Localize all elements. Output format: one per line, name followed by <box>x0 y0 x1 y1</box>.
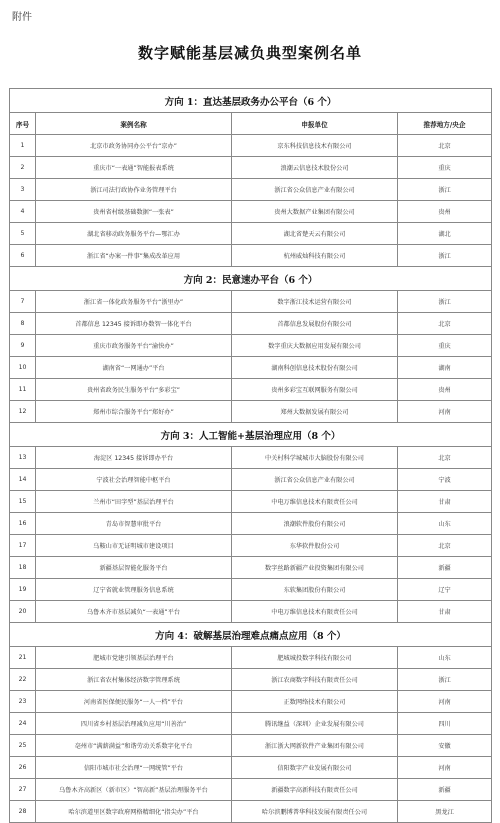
table-row <box>10 379 492 401</box>
row-number: 19 <box>10 579 36 601</box>
column-header-row <box>10 113 492 135</box>
row-case-name: 辽宁省就业管理服务信息系统 <box>36 579 232 601</box>
table-row <box>10 713 492 735</box>
row-recommender: 甘肃 <box>398 491 492 513</box>
row-case-name: 亳州市“满薪满益”和谐劳动关系数字化平台 <box>36 735 232 757</box>
table-row <box>10 801 492 823</box>
row-number: 20 <box>10 601 36 623</box>
row-recommender: 重庆 <box>398 335 492 357</box>
row-recommender: 河南 <box>398 401 492 423</box>
row-case-name: 青岛市智慧审批平台 <box>36 513 232 535</box>
row-recommender: 甘肃 <box>398 601 492 623</box>
row-applicant: 浙江省公众信息产业有限公司 <box>232 469 398 491</box>
table-row <box>10 757 492 779</box>
row-recommender: 贵州 <box>398 201 492 223</box>
row-case-name: 信阳市城市社会治理“一网统管”平台 <box>36 757 232 779</box>
row-applicant: 中电万维信息技术有限责任公司 <box>232 601 398 623</box>
row-applicant: 新疆数字高新科技有限责任公司 <box>232 779 398 801</box>
table-row <box>10 535 492 557</box>
row-case-name: 湖南省“一网通办”平台 <box>36 357 232 379</box>
section-title: 方向 3：人工智能+基层治理应用（8 个） <box>10 423 492 447</box>
row-number: 16 <box>10 513 36 535</box>
row-applicant: 杭州威灿科技有限公司 <box>232 245 398 267</box>
row-applicant: 信阳数字产业发展有限公司 <box>232 757 398 779</box>
table-row <box>10 291 492 313</box>
table-row <box>10 135 492 157</box>
row-number: 24 <box>10 713 36 735</box>
row-case-name: 湖北省移动政务服务平台—鄂汇办 <box>36 223 232 245</box>
row-number: 5 <box>10 223 36 245</box>
row-recommender: 湖北 <box>398 223 492 245</box>
row-number: 25 <box>10 735 36 757</box>
row-recommender: 北京 <box>398 313 492 335</box>
row-recommender: 浙江 <box>398 245 492 267</box>
row-number: 14 <box>10 469 36 491</box>
row-number: 3 <box>10 179 36 201</box>
row-applicant: 腾讯继益（深圳）企业发展有限公司 <box>232 713 398 735</box>
section-header-row <box>10 267 492 291</box>
row-case-name: 郑州市综合服务平台“郑好办” <box>36 401 232 423</box>
row-recommender: 湖南 <box>398 357 492 379</box>
row-applicant: 东软集团股份有限公司 <box>232 579 398 601</box>
row-number: 1 <box>10 135 36 157</box>
row-number: 10 <box>10 357 36 379</box>
table-row <box>10 647 492 669</box>
case-list-table <box>9 88 492 823</box>
row-number: 17 <box>10 535 36 557</box>
header-no: 序号 <box>10 113 36 135</box>
row-recommender: 北京 <box>398 135 492 157</box>
row-case-name: 海淀区 12345 接诉即办平台 <box>36 447 232 469</box>
table-row <box>10 313 492 335</box>
row-recommender: 山东 <box>398 647 492 669</box>
table-row <box>10 223 492 245</box>
row-case-name: 贵州省村级基础数据“一张表” <box>36 201 232 223</box>
row-number: 4 <box>10 201 36 223</box>
row-number: 28 <box>10 801 36 823</box>
row-applicant: 浙江省公众信息产业有限公司 <box>232 179 398 201</box>
row-case-name: 贵州省政务民生服务平台“多彩宝” <box>36 379 232 401</box>
table-row <box>10 357 492 379</box>
row-number: 11 <box>10 379 36 401</box>
row-applicant: 郑州大数据发展有限公司 <box>232 401 398 423</box>
row-number: 12 <box>10 401 36 423</box>
table-row <box>10 735 492 757</box>
header-applicant: 申报单位 <box>232 113 398 135</box>
row-recommender: 四川 <box>398 713 492 735</box>
table-body <box>10 89 492 823</box>
row-applicant: 中关村科学城城市大脑股份有限公司 <box>232 447 398 469</box>
row-recommender: 新疆 <box>398 557 492 579</box>
row-number: 21 <box>10 647 36 669</box>
section-header-row <box>10 623 492 647</box>
row-number: 26 <box>10 757 36 779</box>
section-title: 方向 2：民意速办平台（6 个） <box>10 267 492 291</box>
table-row <box>10 201 492 223</box>
table-row <box>10 779 492 801</box>
row-number: 23 <box>10 691 36 713</box>
row-recommender: 辽宁 <box>398 579 492 601</box>
row-applicant: 浙江农商数字科技有限责任公司 <box>232 669 398 691</box>
row-case-name: 宁波社会治理智能中枢平台 <box>36 469 232 491</box>
row-recommender: 浙江 <box>398 669 492 691</box>
row-case-name: 乌鞍山市无证明城市建设项目 <box>36 535 232 557</box>
row-applicant: 肥城城投数字科技有限公司 <box>232 647 398 669</box>
row-applicant: 数字重庆大数据应用发展有限公司 <box>232 335 398 357</box>
row-applicant: 湖南科创信息技术股份有限公司 <box>232 357 398 379</box>
table-row <box>10 469 492 491</box>
row-number: 2 <box>10 157 36 179</box>
section-header-row <box>10 89 492 113</box>
table-row <box>10 157 492 179</box>
header-case-name: 案例名称 <box>36 113 232 135</box>
row-applicant: 数字浙江技术运营有限公司 <box>232 291 398 313</box>
row-recommender: 北京 <box>398 535 492 557</box>
row-case-name: 重庆市“一表通”智能报表系统 <box>36 157 232 179</box>
row-applicant: 湖北省楚天云有限公司 <box>232 223 398 245</box>
row-recommender: 河南 <box>398 757 492 779</box>
row-applicant: 京东科技信息技术有限公司 <box>232 135 398 157</box>
row-number: 8 <box>10 313 36 335</box>
row-number: 15 <box>10 491 36 513</box>
row-applicant: 浪潮软件股份有限公司 <box>232 513 398 535</box>
row-applicant: 中电万维信息技术有限责任公司 <box>232 491 398 513</box>
table-row <box>10 669 492 691</box>
section-title: 方向 1：直达基层政务办公平台（6 个） <box>10 89 492 113</box>
row-case-name: 浙江省“办案一件事”集成改革应用 <box>36 245 232 267</box>
row-applicant: 东华软件股份公司 <box>232 535 398 557</box>
row-case-name: 浙江司法行政协作业务管理平台 <box>36 179 232 201</box>
row-case-name: 哈尔滨道里区数字政府网格精细化“指尖办”平台 <box>36 801 232 823</box>
table-row <box>10 579 492 601</box>
row-applicant: 数字丝路新疆产业投资集团有限公司 <box>232 557 398 579</box>
row-case-name: 乌鲁木齐高新区（新市区）“智高新”基层治理服务平台 <box>36 779 232 801</box>
row-applicant: 哈尔滨鹏博普华科技发展有限责任公司 <box>232 801 398 823</box>
row-case-name: 新疆基层智能化服务平台 <box>36 557 232 579</box>
row-applicant: 浙江浙大网新软件产业集团有限公司 <box>232 735 398 757</box>
row-recommender: 黑龙江 <box>398 801 492 823</box>
row-number: 9 <box>10 335 36 357</box>
row-applicant: 贵州大数据产业集团有限公司 <box>232 201 398 223</box>
row-recommender: 浙江 <box>398 179 492 201</box>
table-row <box>10 557 492 579</box>
row-applicant: 正数网络技术有限公司 <box>232 691 398 713</box>
row-recommender: 北京 <box>398 447 492 469</box>
row-number: 18 <box>10 557 36 579</box>
row-case-name: 兰州市“田字型”基层治理平台 <box>36 491 232 513</box>
row-recommender: 河南 <box>398 691 492 713</box>
section-title: 方向 4：破解基层治理难点痛点应用（8 个） <box>10 623 492 647</box>
attachment-label: 附件 <box>12 12 32 23</box>
table-row <box>10 447 492 469</box>
table-row <box>10 691 492 713</box>
table-row <box>10 601 492 623</box>
row-recommender: 山东 <box>398 513 492 535</box>
row-recommender: 浙江 <box>398 291 492 313</box>
row-case-name: 肥城市党建引领基层治理平台 <box>36 647 232 669</box>
row-recommender: 贵州 <box>398 379 492 401</box>
table-row <box>10 491 492 513</box>
header-recommender: 推荐地方/央企 <box>398 113 492 135</box>
table-row <box>10 179 492 201</box>
row-applicant: 贵州多彩宝互联网服务有限公司 <box>232 379 398 401</box>
row-case-name: 乌鲁木齐市基层减负“一表通”平台 <box>36 601 232 623</box>
row-number: 7 <box>10 291 36 313</box>
row-number: 6 <box>10 245 36 267</box>
section-header-row <box>10 423 492 447</box>
row-case-name: 北京市政务协同办公平台“京办” <box>36 135 232 157</box>
row-number: 27 <box>10 779 36 801</box>
row-applicant: 首都信息发展股份有限公司 <box>232 313 398 335</box>
row-case-name: 重庆市政务服务平台“渝快办” <box>36 335 232 357</box>
row-number: 22 <box>10 669 36 691</box>
row-case-name: 首都信息 12345 接诉即办数智一体化平台 <box>36 313 232 335</box>
row-case-name: 河南省医保便民服务“一人一档”平台 <box>36 691 232 713</box>
row-number: 13 <box>10 447 36 469</box>
row-recommender: 安徽 <box>398 735 492 757</box>
table-row <box>10 513 492 535</box>
page-title: 数字赋能基层减负典型案例名单 <box>137 44 362 62</box>
row-recommender: 宁波 <box>398 469 492 491</box>
row-case-name: 浙江省农村集体经济数字管理系统 <box>36 669 232 691</box>
row-recommender: 新疆 <box>398 779 492 801</box>
row-case-name: 四川省乡村基层治理减负应用“川善治” <box>36 713 232 735</box>
row-case-name: 浙江省一体化政务服务平台“浙里办” <box>36 291 232 313</box>
row-recommender: 重庆 <box>398 157 492 179</box>
table-row <box>10 335 492 357</box>
table-row <box>10 245 492 267</box>
table-row <box>10 401 492 423</box>
row-applicant: 浪潮云信息技术股份公司 <box>232 157 398 179</box>
